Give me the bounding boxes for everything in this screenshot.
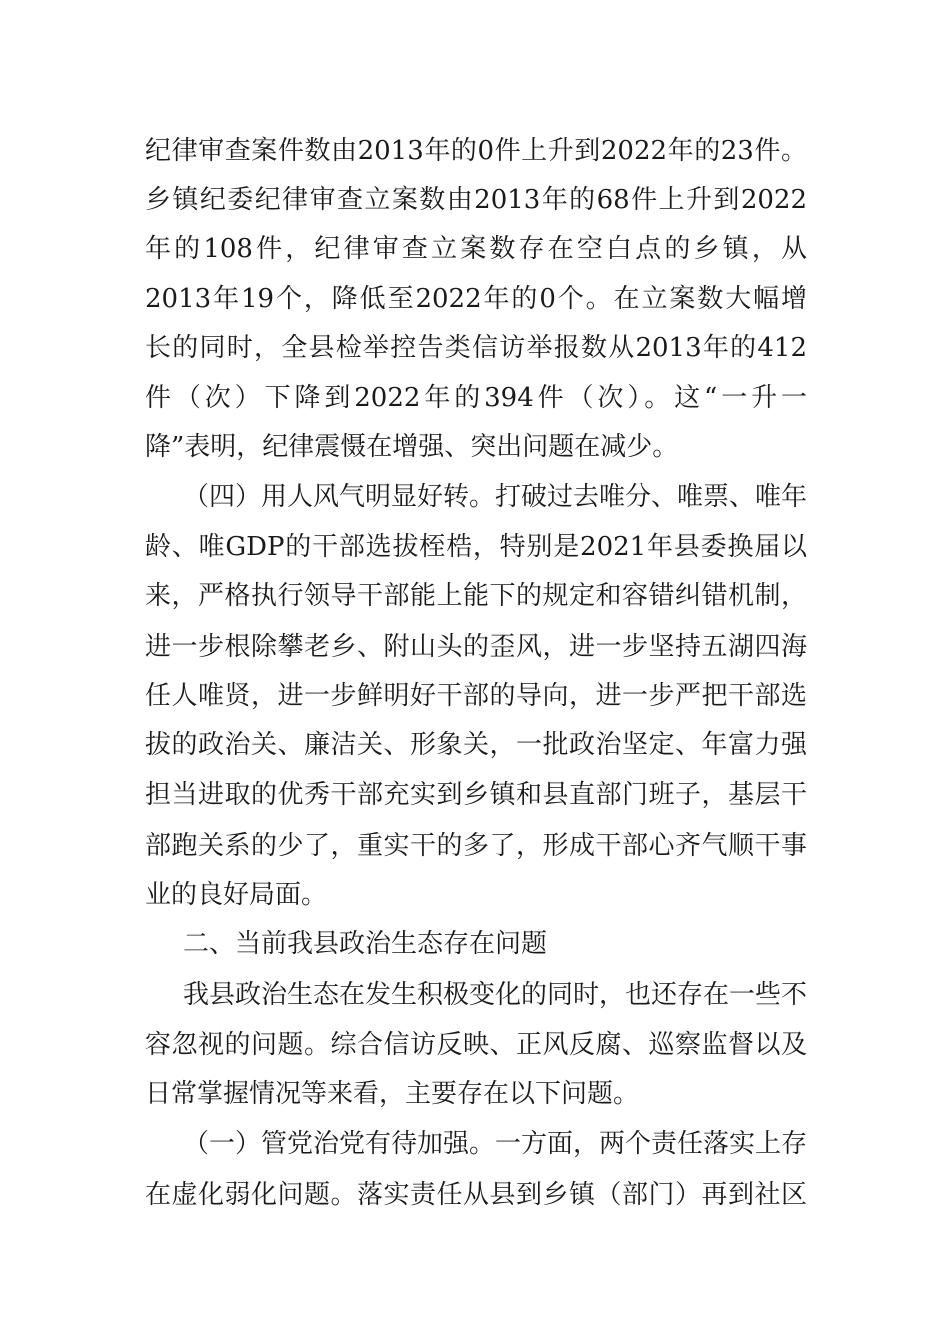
paragraph-heading-1: （一）管党治党有待加强。一方面，两个责任落实上存 — [183, 1129, 807, 1159]
text-line-18: 我县政治生态在发生积极变化的同时，也还存在一些不 — [183, 980, 807, 1010]
text-line-22: 在虚化弱化问题。落实责任从县到乡镇（部门）再到社区 — [145, 1180, 807, 1210]
text-line-20: 日常掌握情况等来看，主要存在以下问题。 — [145, 1079, 640, 1109]
text-line-15: 部跑关系的少了，重实干的多了，形成干部心齐气顺干事 — [145, 831, 807, 861]
text-line-7: 降”表明，纪律震慑在增强、突出问题在减少。 — [145, 432, 679, 462]
paragraph-heading-4: （四）用人风气明显好转。打破过去唯分、唯票、唯年 — [183, 482, 807, 512]
text-line-13: 拔的政治关、廉洁关、形象关，一批政治坚定、年富力强 — [145, 730, 807, 760]
text-line-11: 进一步根除攀老乡、附山头的歪风，进一步坚持五湖四海 — [145, 632, 807, 662]
text-line-6: 件（次）下降到2022年的394件（次）。这“一升一 — [145, 383, 807, 413]
text-line-12: 任人唯贤，进一步鲜明好干部的导向，进一步严把干部选 — [145, 681, 807, 711]
text-line-19: 容忽视的问题。综合信访反映、正风反腐、巡察监督以及 — [145, 1030, 807, 1060]
text-line-3: 年的108件，纪律审查立案数存在空白点的乡镇，从 — [145, 234, 807, 264]
section-heading-2: 二、当前我县政治生态存在问题 — [183, 929, 548, 959]
text-line-4: 2013年19个，降低至2022年的0个。在立案数大幅增 — [145, 284, 807, 314]
text-line-9: 龄、唯GDP的干部选拔桎梏，特别是2021年县委换届以 — [145, 532, 807, 562]
text-line-10: 来，严格执行领导干部能上能下的规定和容错纠错机制， — [145, 581, 807, 611]
text-line-14: 担当进取的优秀干部充实到乡镇和县直部门班子，基层干 — [145, 780, 807, 810]
text-line-2: 乡镇纪委纪律审查立案数由2013年的68件上升到2022 — [145, 185, 807, 215]
text-line-1: 纪律审查案件数由2013年的0件上升到2022年的23件。 — [145, 136, 807, 166]
text-line-16: 业的良好局面。 — [145, 880, 328, 910]
text-line-5: 长的同时，全县检举控告类信访举报数从2013年的412 — [145, 333, 807, 363]
